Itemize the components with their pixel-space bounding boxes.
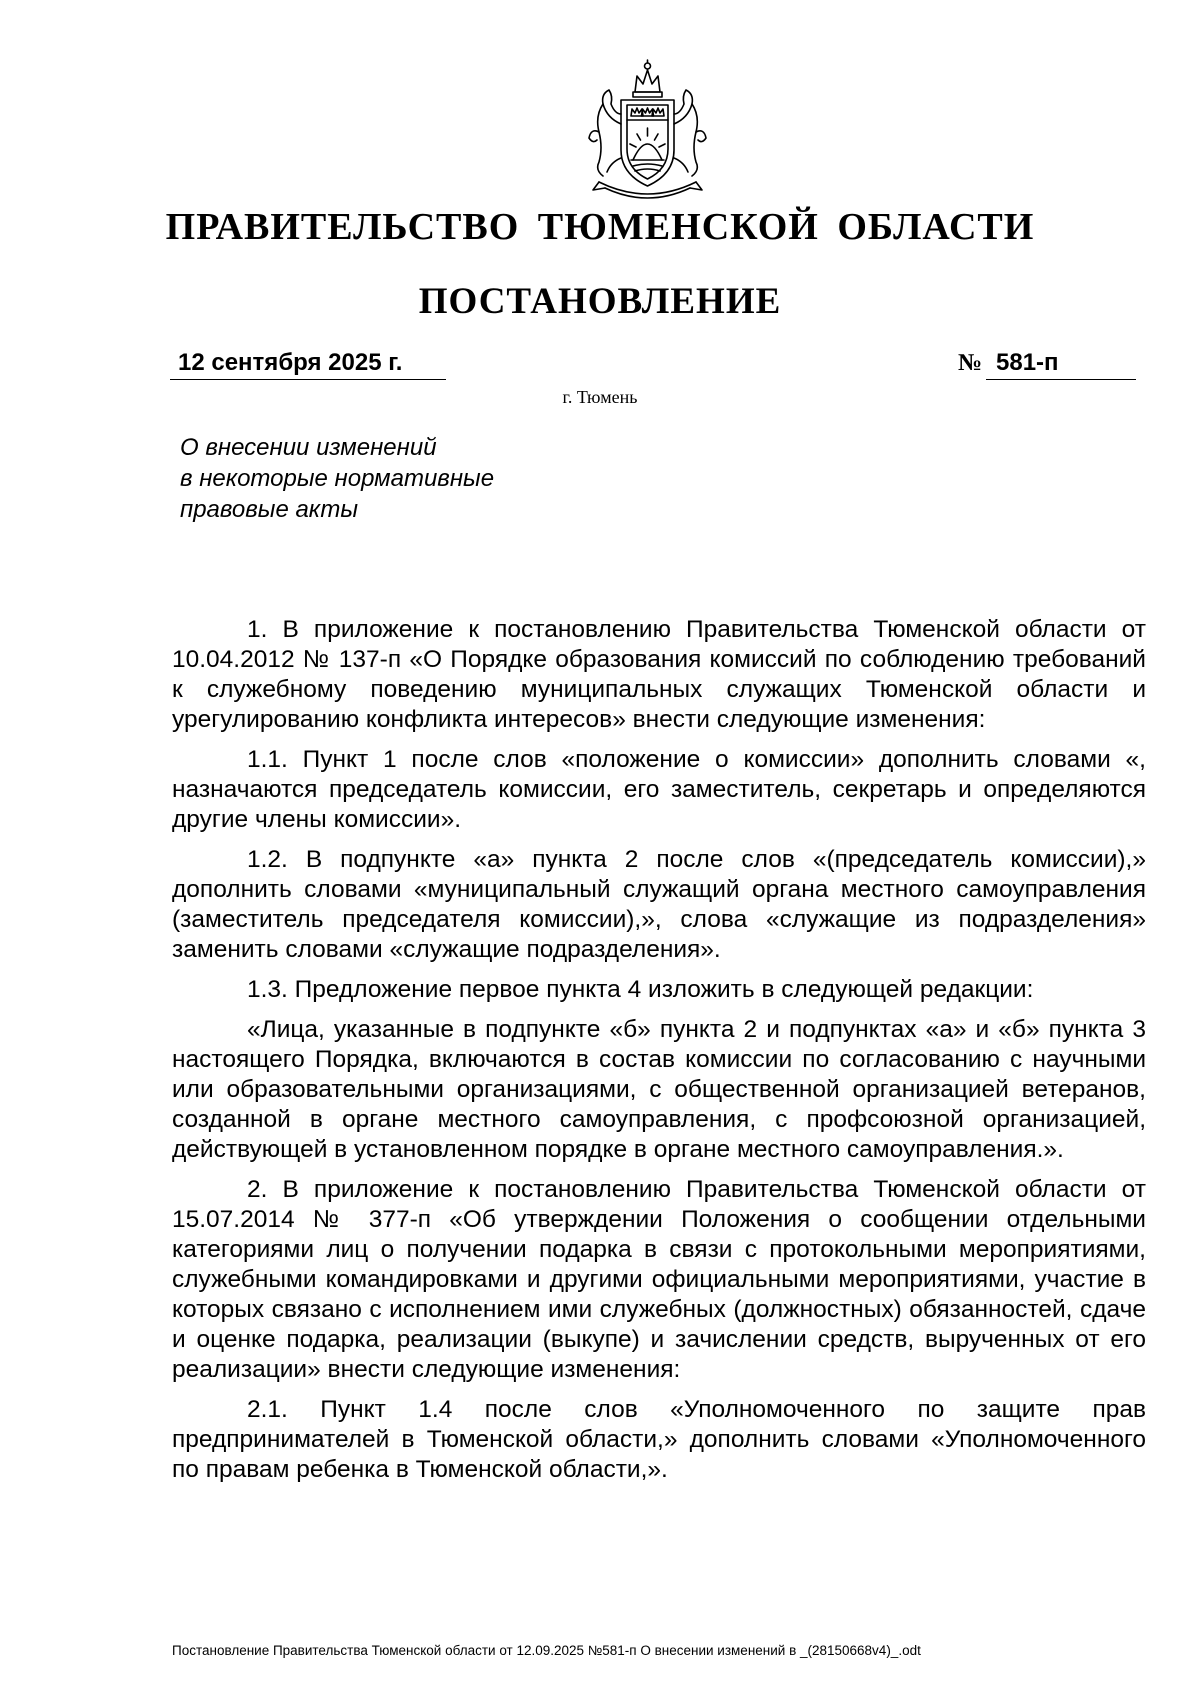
organization-title: ПРАВИТЕЛЬСТВО ТЮМЕНСКОЙ ОБЛАСТИ	[165, 206, 1035, 248]
subject-line: О внесении изменений	[180, 434, 437, 461]
number-sign: №	[958, 350, 983, 376]
document-number: 581-п	[986, 349, 1136, 380]
city-label: г. Тюмень	[562, 387, 638, 407]
body-paragraph: «Лица, указанные в подпункте «б» пункта 2 и подпунктах «а» и «б» пункта 3 настоящего Порядка, включаются в состав комиссии по согласованию с научными или образовательными организациями, с общественной организацией ветеранов, созданной в органе местного самоуправления, с профсоюзной организацией, действующей в установленном порядке в органе местного самоуправления.».	[172, 1016, 1146, 1163]
document-date: 12 сентября 2025 г.	[170, 349, 446, 380]
document-type-heading: ПОСТАНОВЛЕНИЕ	[418, 281, 782, 322]
body-paragraph: 1. В приложение к постановлению Правительства Тюменской области от 10.04.2012 № 137-п «О Порядке образования комиссий по соблюдению требований к служебному поведению муниципальных служащих Тюменской области и урегулированию конфликта интересов» внести следующие изменения:	[172, 616, 1146, 733]
body-paragraph: 1.3. Предложение первое пункта 4 изложить в следующей редакции:	[247, 976, 1034, 1003]
document-subject	[180, 432, 600, 525]
document-number-block	[958, 349, 1136, 380]
document-body	[172, 615, 1146, 1495]
page-footer: Постановление Правительства Тюменской области от 12.09.2025 №581-п О внесении изменений в _(28150668v4)_.odt	[172, 1643, 921, 1658]
subject-line: в некоторые нормативные	[180, 465, 495, 492]
tyumen-oblast-coat-of-arms-icon	[585, 58, 710, 206]
body-paragraph: 1.2. В подпункте «а» пункта 2 после слов «(председатель комиссии),» дополнить словами «муниципальный служащий органа местного самоуправления (заместитель председателя комиссии),», слова «служащие из подразделения» заменить словами «служащие подразделения».	[172, 846, 1146, 963]
subject-line: правовые акты	[180, 496, 359, 523]
body-paragraph: 1.1. Пункт 1 после слов «положение о комиссии» дополнить словами «, назначаются председатель комиссии, его заместитель, секретарь и определяются другие члены комиссии».	[172, 746, 1146, 833]
body-paragraph: 2. В приложение к постановлению Правительства Тюменской области от 15.07.2014 № 377-п «Об утверждении Положения о сообщении отдельными категориями лиц о получении подарка в связи с протокольными мероприятиями, служебными командировками и другими официальными мероприятиями, участие в которых связано с исполнением ими служебных (должностных) обязанностей, сдаче и оценке подарка, реализации (выкупе) и зачислении средств, вырученных от его реализации» внести следующие изменения:	[172, 1176, 1146, 1383]
body-paragraph: 2.1. Пункт 1.4 после слов «Уполномоченного по защите прав предпринимателей в Тюменской области,» дополнить словами «Уполномоченного по правам ребенка в Тюменской области,».	[172, 1396, 1146, 1483]
